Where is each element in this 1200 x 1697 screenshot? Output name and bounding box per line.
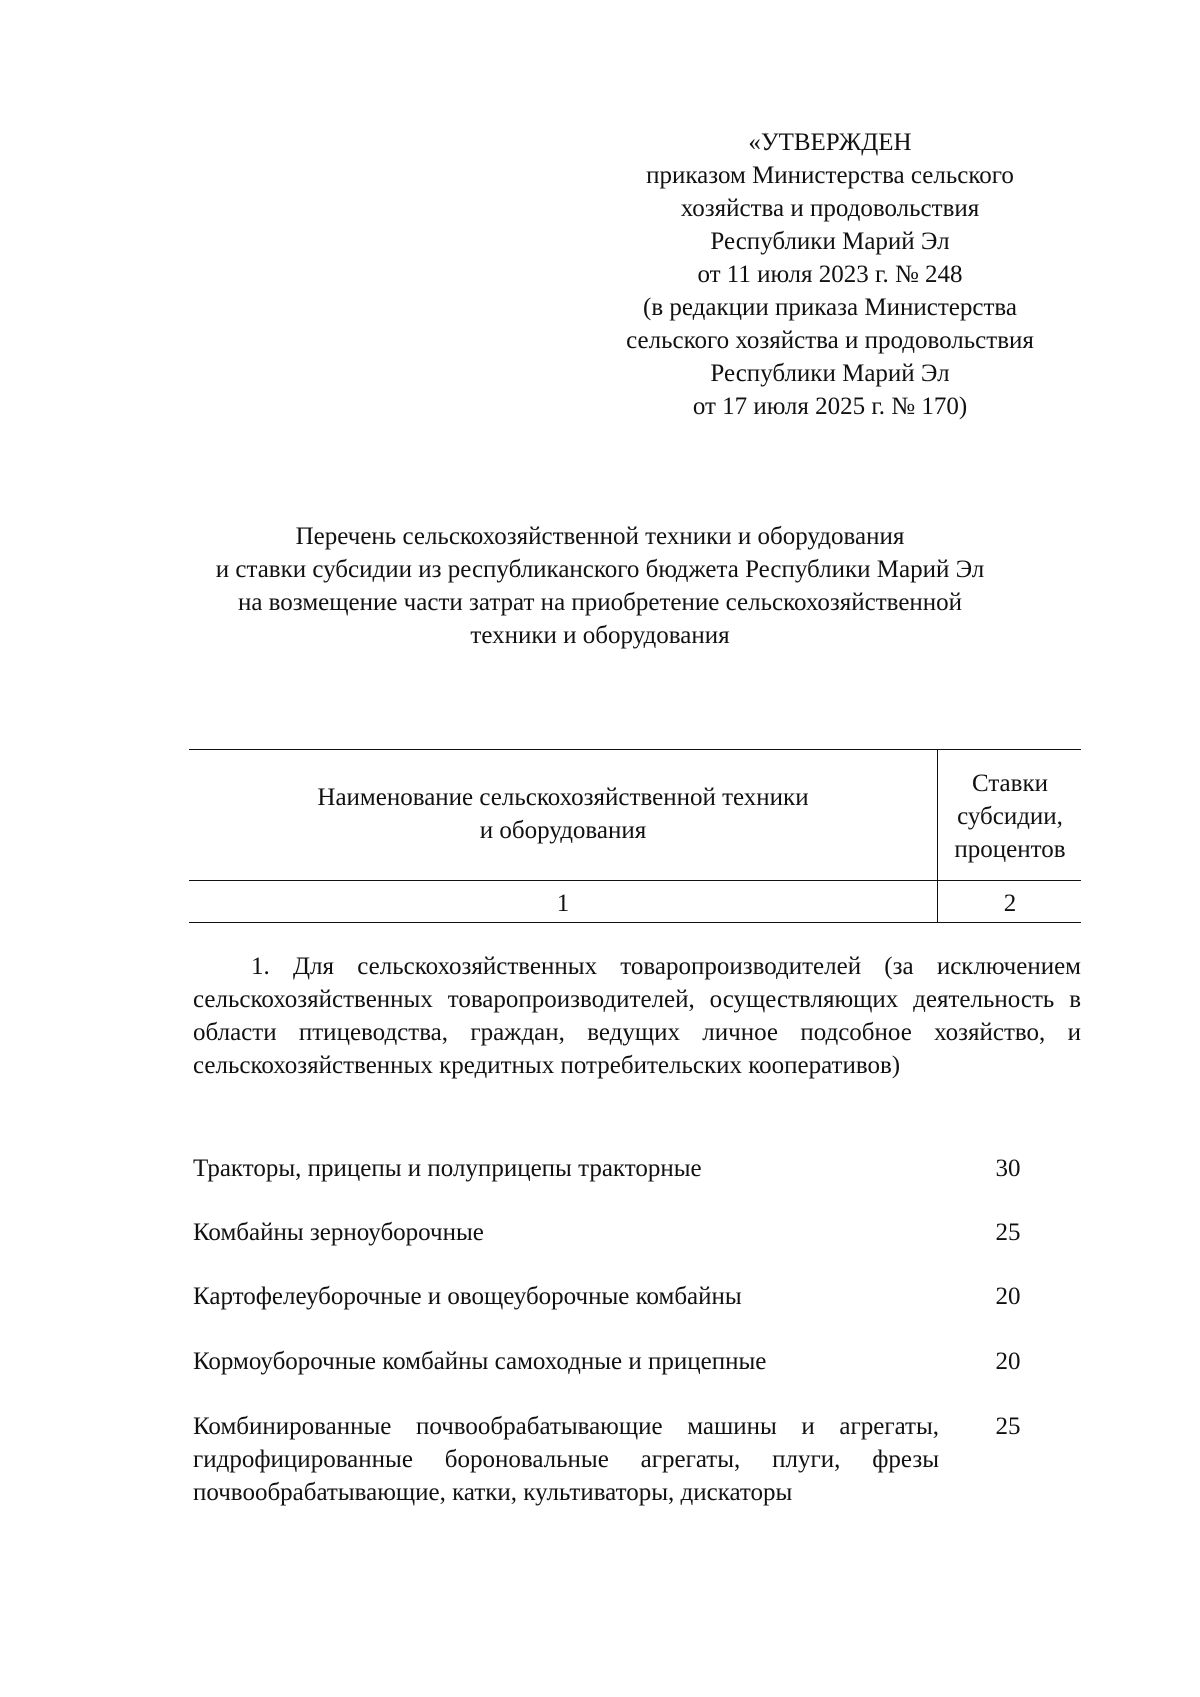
approval-block xyxy=(560,126,1100,423)
column-rate-header xyxy=(939,767,1081,866)
approval-line: «УТВЕРЖДЕН xyxy=(748,129,912,156)
title-line: Перечень сельскохозяйственной техники и оборудования xyxy=(295,523,905,550)
table-row xyxy=(193,1216,1081,1249)
column-name-header xyxy=(189,781,937,847)
approval-line: от 17 июля 2025 г. № 170) xyxy=(692,393,968,420)
column-rate-header-line: субсидии, xyxy=(957,803,1063,830)
equipment-name: Комбинированные почвообрабатывающие машины и агрегаты, гидрофицированные бороновальные агрегаты, плуги, фрезы почвообрабатывающие, катки, культиваторы, дискаторы xyxy=(193,1413,939,1506)
table-row xyxy=(193,1410,1081,1509)
subsidy-rate: 20 xyxy=(995,1283,1021,1310)
title-line: на возмещение части затрат на приобретение сельскохозяйственной xyxy=(237,589,963,616)
subsidy-rate: 25 xyxy=(995,1219,1021,1246)
table-row xyxy=(193,1345,1081,1378)
equipment-name: Тракторы, прицепы и полуприцепы тракторные xyxy=(193,1155,702,1182)
approval-line: сельского хозяйства и продовольствия xyxy=(626,327,1034,354)
equipment-name: Кормоуборочные комбайны самоходные и прицепные xyxy=(193,1348,767,1375)
equipment-name: Комбайны зерноуборочные xyxy=(193,1219,484,1246)
column-number-1: 1 xyxy=(556,890,570,917)
approval-line: от 11 июля 2023 г. № 248 xyxy=(697,261,963,288)
subsidy-rate: 25 xyxy=(995,1413,1021,1440)
subsidy-rate: 30 xyxy=(995,1155,1021,1182)
column-rate-header-line: процентов xyxy=(954,836,1066,863)
document-title xyxy=(130,520,1070,652)
approval-line: хозяйства и продовольствия xyxy=(680,195,980,222)
section-heading: 1. Для сельскохозяйственных товаропроизводителей (за исключением сельскохозяйственных товаропроизводителей, осуществляющих деятельность в области птицеводства, граждан, ведущих личное подсобное хозяйство, и сельскохозяйственных кредитных потребительских кооперативов) xyxy=(193,953,1081,1079)
approval-line: приказом Министерства сельского xyxy=(646,162,1014,189)
title-line: техники и оборудования xyxy=(470,622,730,649)
table-rule-middle xyxy=(189,880,1081,881)
table-rule-top xyxy=(189,749,1081,750)
table-row xyxy=(193,1152,1081,1185)
approval-line: Республики Марий Эл xyxy=(710,360,950,387)
title-line: и ставки субсидии из республиканского бюджета Республики Марий Эл xyxy=(215,556,985,583)
table-header xyxy=(189,749,1081,925)
table-row xyxy=(193,1280,1081,1313)
column-name-header-line: и оборудования xyxy=(479,817,647,844)
column-name-header-line: Наименование сельскохозяйственной техники xyxy=(317,784,809,811)
equipment-name: Картофелеуборочные и овощеуборочные комбайны xyxy=(193,1283,742,1310)
approval-line: Республики Марий Эл xyxy=(710,228,950,255)
table-rule-bottom xyxy=(189,922,1081,923)
approval-line: (в редакции приказа Министерства xyxy=(643,294,1017,321)
column-number-2: 2 xyxy=(1003,890,1017,917)
table-column-divider xyxy=(937,749,938,923)
column-rate-header-line: Ставки xyxy=(971,770,1048,797)
subsidy-rate: 20 xyxy=(995,1348,1021,1375)
